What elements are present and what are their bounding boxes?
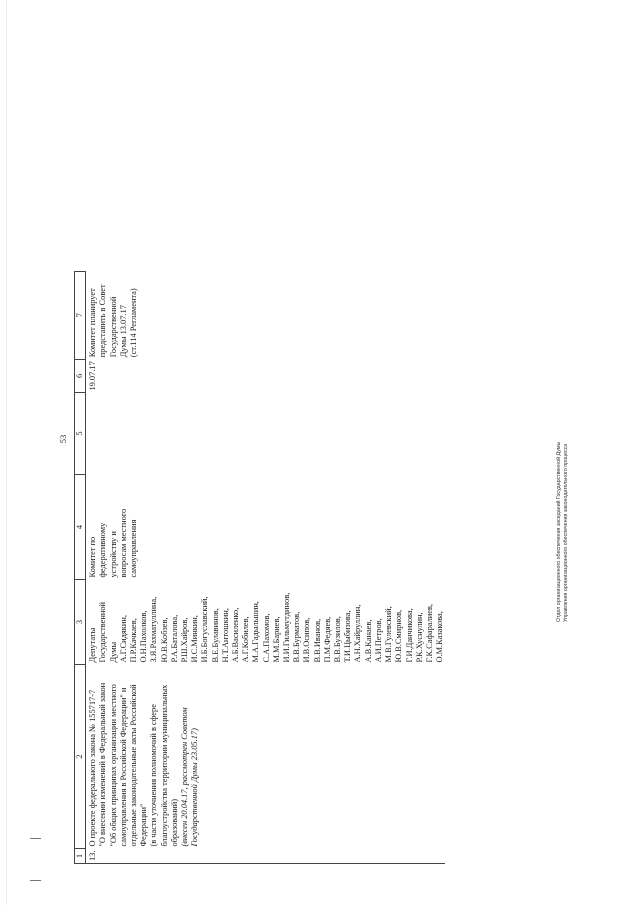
note-line: Комитет планирует	[88, 288, 98, 358]
author-line: Г.К.Сафаралиев,	[424, 604, 434, 663]
description-line: благоустройства территории муниципальных	[159, 684, 169, 847]
author-line: А.И.Петров,	[373, 618, 383, 663]
author-line: С.А.Пахомов,	[261, 613, 271, 663]
author-line: Р.А.Баталова,	[169, 614, 179, 663]
authors-cell	[86, 580, 446, 665]
author-line: О.Н.Пахолков,	[139, 610, 149, 663]
author-line: Ю.В.Кобзев,	[159, 617, 169, 663]
footer-line: Управления организационного обеспечения законодательного процесса	[563, 443, 569, 622]
table-row	[86, 271, 446, 863]
description-line: "Об общих принципах организации местного	[108, 684, 118, 847]
author-line: И.И.Гильмутдинов,	[282, 592, 292, 663]
author-line: Депутаты	[88, 627, 98, 663]
date-value: 19.07.17	[88, 361, 98, 391]
description-line: самоуправления в Российской Федерации" и	[118, 687, 128, 847]
committee-cell	[86, 475, 446, 580]
row-number: 13.	[88, 850, 98, 861]
footer-department-note	[556, 390, 596, 622]
committee-line: самоуправления	[129, 519, 139, 578]
author-line: М.А.Гадыльшин,	[251, 601, 261, 663]
note-line: (ст.114 Регламента)	[129, 288, 139, 358]
committee-line: Комитет по	[88, 536, 98, 578]
committee-line: устройству и	[108, 531, 118, 578]
committee-line: федеративному	[98, 522, 108, 578]
author-line: В.Е.Булавинов,	[210, 608, 220, 663]
note-line: Думы 13.07.17	[118, 305, 128, 358]
scan-mark	[30, 880, 41, 881]
author-line: В.В.Иванов,	[312, 618, 322, 663]
column-header: 2	[75, 665, 86, 849]
note-line: Государственной	[108, 296, 118, 358]
page-number: 53	[58, 434, 68, 444]
column-header: 7	[75, 271, 86, 359]
note-cell	[86, 271, 446, 359]
rotated-page	[58, 0, 618, 864]
author-line: З.Я.Рахматуллина,	[149, 596, 159, 663]
author-line: И.Б.Богуславский,	[200, 596, 210, 663]
author-line: А.Б.Василенко,	[231, 607, 241, 663]
author-line: Т.И.Цыбизова,	[343, 610, 353, 663]
column-5-cell	[86, 393, 446, 475]
description-line: Федерации"	[139, 803, 149, 847]
author-line: П.Р.Качкаев,	[129, 618, 139, 663]
description-line: отдельные законодательные акты Российской	[129, 684, 139, 847]
column-header: 6	[75, 359, 86, 392]
author-line: А.Н.Хайруллин,	[353, 604, 363, 663]
author-line: Н.Т.Антошкин,	[220, 608, 230, 663]
description-line: образований)	[169, 798, 179, 847]
scan-mark	[30, 838, 41, 839]
author-line: Г.И.Данчикова,	[404, 608, 414, 663]
author-line: В.В.Бузилов,	[333, 616, 343, 663]
description-line: О проекте федерального закона № 155717-7	[88, 689, 98, 847]
author-line: А.Г.Кобилев,	[241, 616, 251, 663]
author-line: Государственной	[98, 601, 108, 663]
author-line: И.С.Минкин,	[190, 615, 200, 663]
author-line: Ю.В.Смирнов,	[394, 609, 404, 663]
author-line: Думы	[108, 641, 118, 663]
author-line: П.М.Федяев,	[322, 616, 332, 663]
author-line: М.В.Гулевский,	[384, 606, 394, 663]
submission-note-line: Государственной Думы 23.05.17)	[190, 728, 200, 847]
author-line: А.Г.Сидякин,	[118, 615, 128, 663]
bill-description-cell	[86, 665, 446, 849]
author-line: И.В.Осипов,	[302, 617, 312, 663]
column-header: 5	[75, 393, 86, 475]
author-line: Р.К.Хуснулин,	[414, 612, 424, 663]
note-line: представить в Совет	[98, 284, 108, 358]
table-header-row	[75, 271, 86, 863]
scan-edge	[6, 0, 7, 905]
author-line: В.В.Бурматов,	[292, 611, 302, 663]
footer-line: Отдел организационного обеспечения заседаний Государственной Думы	[556, 441, 562, 622]
description-line: (в части уточнения полномочий в сфере	[149, 704, 159, 847]
description-line: "О внесении изменений в Федеральный закон	[98, 682, 108, 847]
bills-table	[74, 271, 445, 864]
submission-note-line: (внесен 20.04.17, рассмотрен Советом	[180, 707, 190, 847]
row-number-cell	[86, 849, 446, 864]
author-line: А.В.Канаев,	[363, 619, 373, 663]
column-header: 4	[75, 475, 86, 580]
author-line: Р.Ш.Хайров,	[180, 617, 190, 663]
date-cell	[86, 359, 446, 392]
author-line: М.М.Бариев,	[271, 616, 281, 663]
committee-line: вопросам местного	[118, 508, 128, 578]
author-line: О.М.Казакова,	[435, 611, 445, 663]
column-header: 3	[75, 580, 86, 665]
column-header: 1	[75, 849, 86, 864]
